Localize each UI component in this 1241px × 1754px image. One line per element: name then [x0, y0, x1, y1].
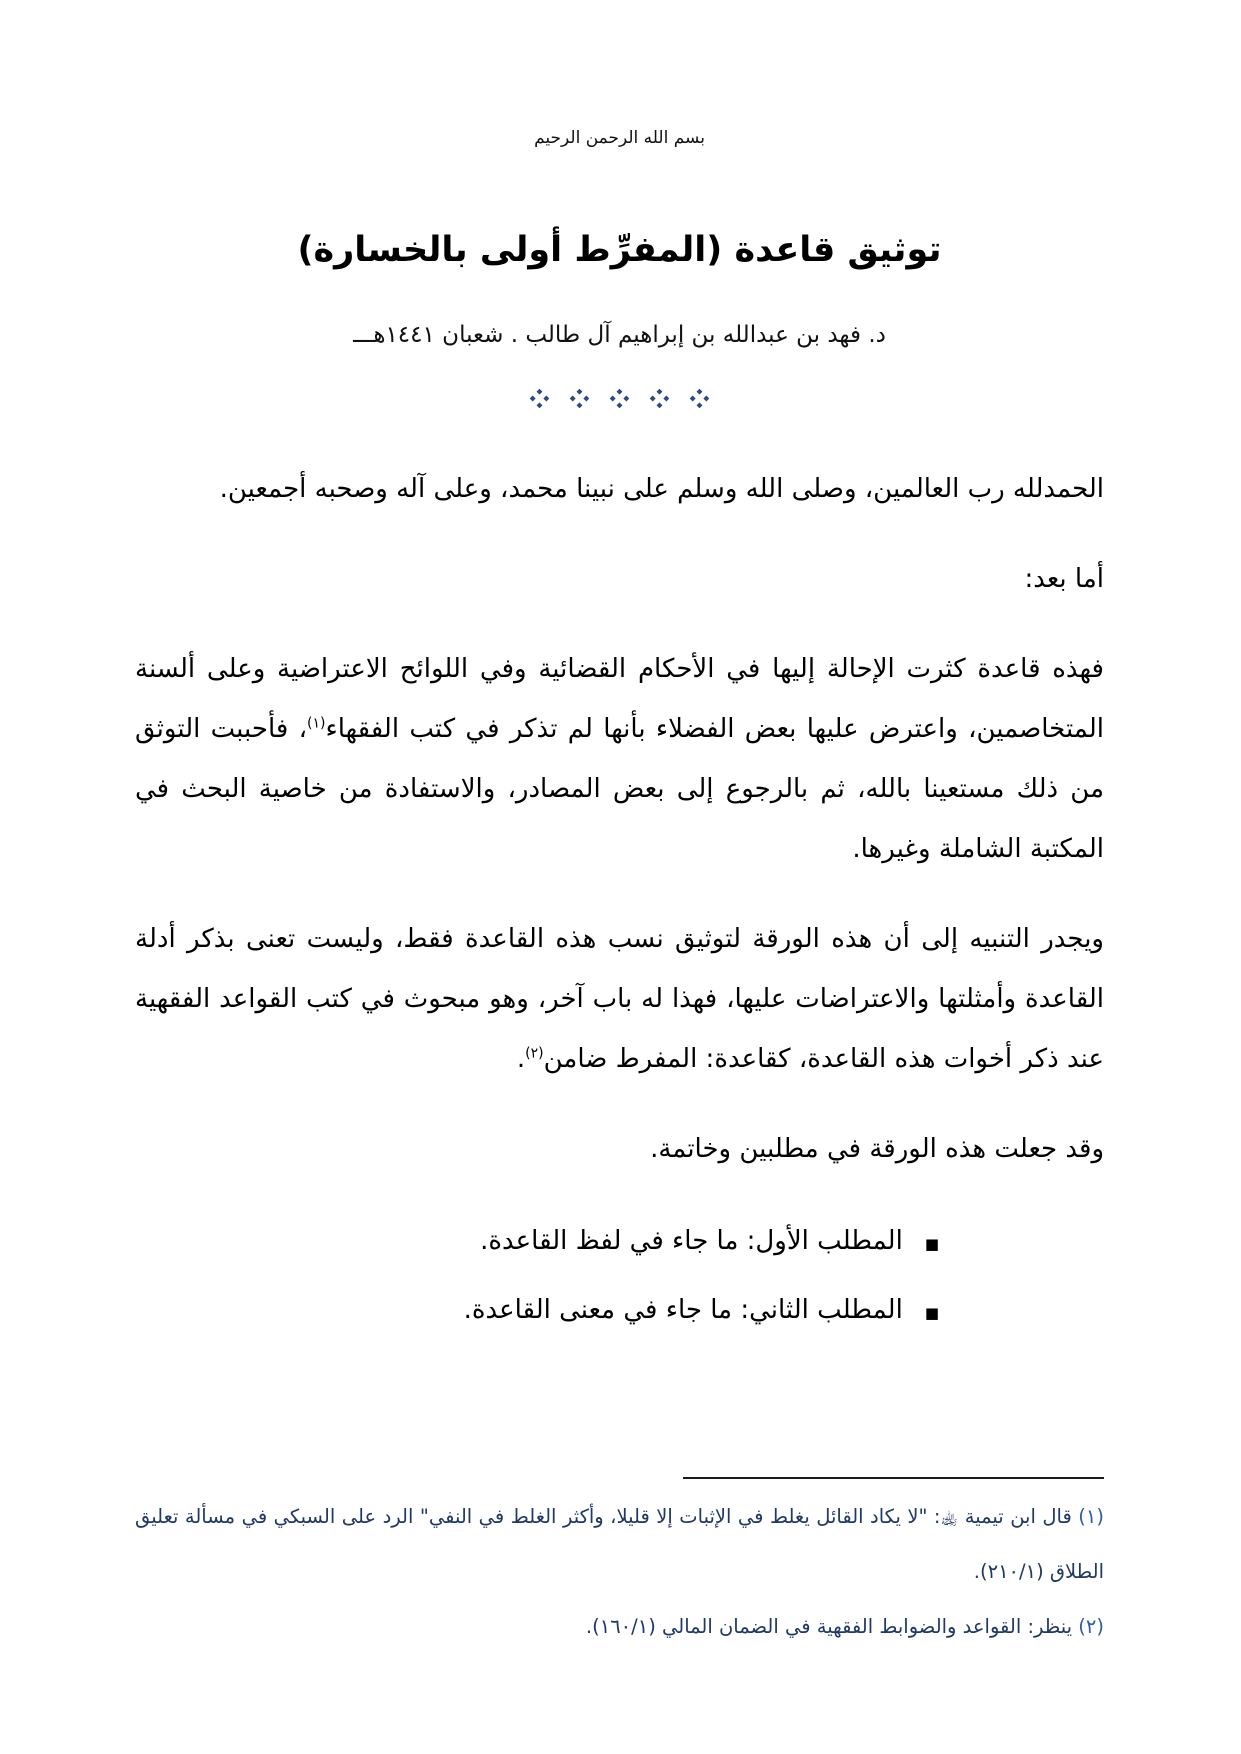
paragraph-intro	[135, 639, 1104, 879]
list-item-matlab-2	[135, 1280, 939, 1343]
footnote-number-1: (١)	[1078, 1505, 1104, 1528]
list-item-label: المطلب الأول: ما جاء في لفظ القاعدة.	[480, 1226, 903, 1256]
bullet-square-icon: ■	[924, 1235, 939, 1253]
page-title: توثيق قاعدة (المفرِّط أولى بالخسارة)	[297, 230, 942, 270]
list-item-matlab-1	[135, 1211, 939, 1274]
diamond-ornament-icon	[609, 388, 630, 409]
diamond-ornament-icon	[529, 388, 550, 409]
footnotes-section	[135, 1477, 1104, 1654]
ornament-divider	[135, 388, 1104, 409]
author-line: د. فهد بن عبدالله بن إبراهيم آل طالب . شعبان ١٤٤١هـــ	[353, 322, 886, 348]
list-item-label: المطلب الثاني: ما جاء في معنى القاعدة.	[463, 1295, 903, 1325]
footnote-2	[135, 1599, 1104, 1654]
footnote-1	[135, 1489, 1104, 1599]
bullet-square-icon: ■	[924, 1304, 939, 1322]
paragraph-scope-text-2: .	[516, 1044, 526, 1074]
footnote-ref-1: (١)	[307, 715, 326, 732]
diamond-ornament-icon	[689, 388, 710, 409]
paragraph-intro-text-2: ، فأحببت التوثق من ذلك مستعينا بالله، ثم بالرجوع إلى بعض المصادر، والاستفادة من خاصية البحث في المكتبة الشاملة وغيرها.	[135, 714, 1104, 864]
footnote-separator	[683, 1477, 1104, 1479]
footnote-number-2: (٢)	[1078, 1615, 1104, 1638]
basmala-line: بسم الله الرحمن الرحيم	[534, 128, 705, 148]
paragraph-intro-text-1: فهذه قاعدة كثرت الإحالة إليها في الأحكام القضائية وفي اللوائح الاعتراضية وعلى ألسنة المتخاصمين، واعترض عليها بعض الفضلاء بأنها لم تذكر في كتب الفقهاء	[135, 654, 1104, 744]
diamond-ornament-icon	[569, 388, 590, 409]
footnote-text-2: ينظر: القواعد والضوابط الفقهية في الضمان المالي (١٦٠/١).	[585, 1615, 1073, 1638]
footnote-text-1: قال ابن تيمية ﵀: "لا يكاد القائل يغلط في الإثبات إلا قليلا، وأكثر الغلط في النفي" الرد على السبكي في مسألة تعليق الطلاق (٢١٠/١).	[135, 1505, 1104, 1583]
paragraph-scope-note	[135, 909, 1104, 1089]
paragraph-scope-text-1: ويجدر التنبيه إلى أن هذه الورقة لتوثيق نسب هذه القاعدة فقط، وليست تعنى بذكر أدلة القاعدة وأمثلتها والاعتراضات عليها، فهذا له باب آخر، وهو مبحوث في كتب القواعد الفقهية عند ذكر أخوات هذه القاعدة، كقاعدة: المفرط ضامن	[135, 924, 1104, 1074]
paragraph-praise: الحمدلله رب العالمين، وصلى الله وسلم على نبينا محمد، وعلى آله وصحبه أجمعين.	[219, 474, 1104, 504]
diamond-ornament-icon	[649, 388, 670, 409]
outline-list	[135, 1211, 1104, 1343]
paragraph-amma-baad: أما بعد:	[1024, 564, 1104, 594]
footnote-ref-2: (٢)	[525, 1045, 544, 1062]
paragraph-structure: وقد جعلت هذه الورقة في مطلبين وخاتمة.	[650, 1134, 1104, 1164]
